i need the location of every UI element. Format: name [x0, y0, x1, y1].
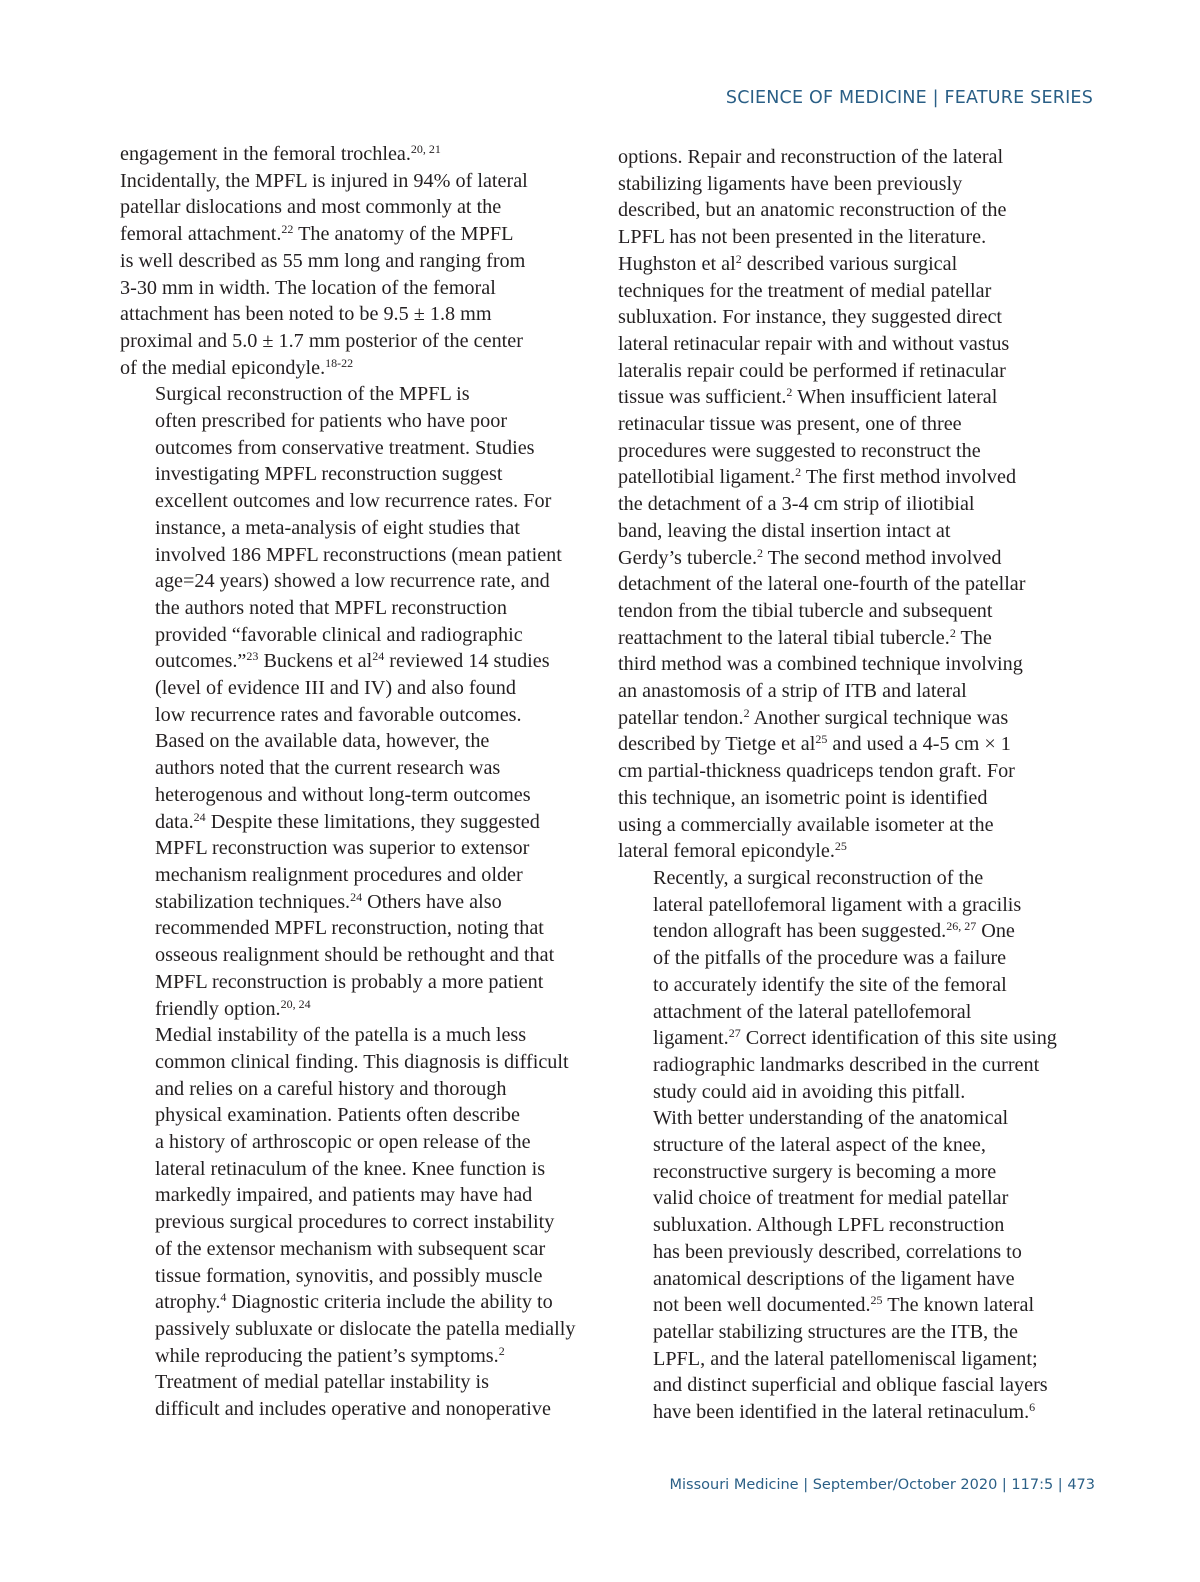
- citation-superscript: 22: [281, 222, 294, 237]
- paragraph: [618, 865, 1080, 1105]
- text-line: [120, 568, 580, 595]
- text-run: often prescribed for patients who have poor: [155, 410, 508, 433]
- text-run: heterogenous and without long-term outcomes: [155, 783, 531, 806]
- text-run: reattachment to the lateral tibial tubercle.: [618, 626, 950, 649]
- citation-superscript: 4: [220, 1290, 227, 1305]
- text-run: Diagnostic criteria include the ability to: [226, 1291, 553, 1314]
- text-run: tissue was sufficient.: [618, 386, 787, 409]
- text-line: [120, 355, 580, 382]
- text-run: band, leaving the distal insertion intact at: [618, 519, 951, 542]
- text-line: [120, 1156, 580, 1183]
- right-column: [618, 144, 1080, 1426]
- text-run: outcomes from conservative treatment. Studies: [155, 436, 535, 459]
- text-line: [120, 301, 580, 328]
- text-line: [618, 1292, 1080, 1319]
- text-line: [618, 331, 1080, 358]
- text-line: [120, 702, 580, 729]
- text-run: Hughston et al: [618, 252, 736, 275]
- text-run: osseous realignment should be rethought and that: [155, 944, 555, 967]
- running-header: [726, 88, 1093, 108]
- text-run: not been well documented.: [653, 1294, 871, 1317]
- text-line: [120, 648, 580, 675]
- text-run: Buckens et al: [258, 650, 373, 673]
- text-line: [618, 197, 1080, 224]
- text-line: [120, 461, 580, 488]
- text-line: [120, 969, 580, 996]
- text-run: With better understanding of the anatomical: [653, 1107, 1009, 1130]
- text-run: low recurrence rates and favorable outcomes.: [155, 703, 522, 726]
- text-run: is well described as 55 mm long and ranging from: [120, 249, 526, 272]
- text-line: [618, 999, 1080, 1026]
- text-run: the authors noted that MPFL reconstruction: [155, 596, 507, 619]
- text-line: [120, 862, 580, 889]
- text-run: subluxation. Although LPFL reconstruction: [653, 1214, 1005, 1237]
- text-line: [618, 545, 1080, 572]
- footer-journal: Missouri Medicine: [669, 1477, 799, 1493]
- text-line: [120, 782, 580, 809]
- text-line: [618, 1159, 1080, 1186]
- text-line: [120, 915, 580, 942]
- citation-superscript: 2: [757, 545, 764, 560]
- citation-superscript: 26, 27: [946, 919, 977, 934]
- text-run: Another surgical technique was: [749, 706, 1009, 729]
- paragraph: [120, 1369, 580, 1422]
- text-line: [618, 1319, 1080, 1346]
- text-run: described, but an anatomic reconstruction of the: [618, 199, 1007, 222]
- text-line: [120, 942, 580, 969]
- text-run: (level of evidence III and IV) and also found: [155, 677, 516, 700]
- citation-superscript: 2: [949, 625, 956, 640]
- text-run: friendly option.: [155, 997, 281, 1020]
- text-line: [120, 1182, 580, 1209]
- text-run: authors noted that the current research was: [155, 757, 501, 780]
- text-run: have been identified in the lateral retinaculum.: [653, 1401, 1030, 1424]
- text-line: [618, 705, 1080, 732]
- text-run: patellar tendon.: [618, 706, 744, 729]
- text-run: engagement in the femoral trochlea.: [120, 143, 411, 165]
- text-line: [618, 1266, 1080, 1293]
- citation-superscript: 2: [743, 705, 750, 720]
- text-run: patellotibial ligament.: [618, 466, 796, 489]
- text-run: a history of arthroscopic or open release of the: [155, 1131, 531, 1154]
- text-line: [618, 491, 1080, 518]
- text-line: [120, 221, 580, 248]
- text-line: [618, 598, 1080, 625]
- text-line: [618, 518, 1080, 545]
- text-run: tendon from the tibial tubercle and subsequent: [618, 599, 993, 622]
- text-run: The anatomy of the MPFL: [293, 223, 514, 246]
- text-line: [618, 304, 1080, 331]
- text-line: [120, 1102, 580, 1129]
- text-run: Correct identification of this site using: [740, 1027, 1057, 1050]
- citation-superscript: 24: [372, 649, 385, 664]
- text-line: [618, 1132, 1080, 1159]
- citation-superscript: 24: [350, 889, 363, 904]
- paragraph: [120, 141, 580, 381]
- text-run: tendon allograft has been suggested.: [653, 920, 947, 943]
- text-run: and distinct superficial and oblique fascial layers: [653, 1374, 1048, 1397]
- text-line: [618, 865, 1080, 892]
- text-run: valid choice of treatment for medial patellar: [653, 1187, 1009, 1210]
- text-line: [120, 381, 580, 408]
- text-line: [618, 1399, 1080, 1426]
- text-run: passively subluxate or dislocate the patella medially: [155, 1317, 576, 1340]
- citation-superscript: 25: [834, 839, 847, 854]
- text-line: [618, 1185, 1080, 1212]
- paragraph: [120, 381, 580, 1022]
- text-run: Despite these limitations, they suggested: [205, 810, 540, 833]
- text-line: [618, 972, 1080, 999]
- text-line: [618, 651, 1080, 678]
- text-line: [120, 168, 580, 195]
- text-line: [120, 488, 580, 515]
- text-line: [120, 141, 580, 168]
- text-line: [618, 678, 1080, 705]
- text-run: LPFL has not been presented in the literature.: [618, 226, 987, 249]
- text-run: lateral femoral epicondyle.: [618, 840, 835, 863]
- text-run: ligament.: [653, 1027, 729, 1050]
- text-line: [120, 595, 580, 622]
- text-run: and relies on a careful history and thorough: [155, 1077, 507, 1100]
- text-line: [120, 515, 580, 542]
- text-run: The second method involved: [763, 546, 1002, 569]
- text-line: [120, 1236, 580, 1263]
- text-line: [618, 758, 1080, 785]
- text-line: [618, 1052, 1080, 1079]
- text-run: detachment of the lateral one-fourth of the patellar: [618, 573, 1026, 596]
- text-run: When insufficient lateral: [792, 386, 998, 409]
- citation-superscript: 20, 24: [280, 996, 311, 1011]
- citation-superscript: 2: [498, 1343, 505, 1358]
- text-line: [618, 945, 1080, 972]
- text-line: [120, 542, 580, 569]
- footer-page-number: 473: [1067, 1477, 1095, 1493]
- text-run: atrophy.: [155, 1291, 221, 1314]
- text-run: attachment has been noted to be 9.5 ± 1.8 mm: [120, 303, 492, 326]
- text-line: [120, 1316, 580, 1343]
- text-line: [120, 1289, 580, 1316]
- text-line: [618, 1239, 1080, 1266]
- text-run: markedly impaired, and patients may have had: [155, 1184, 533, 1207]
- text-run: stabilization techniques.: [155, 890, 351, 913]
- citation-superscript: 2: [786, 385, 793, 400]
- header-series: FEATURE SERIES: [944, 88, 1093, 108]
- text-run: to accurately identify the site of the femoral: [653, 973, 1007, 996]
- text-run: The known lateral: [882, 1294, 1035, 1317]
- text-line: [618, 144, 1080, 171]
- header-separator: |: [926, 88, 945, 108]
- text-run: structure of the lateral aspect of the knee,: [653, 1134, 986, 1157]
- text-run: radiographic landmarks described in the current: [653, 1053, 1040, 1076]
- text-line: [120, 194, 580, 221]
- text-line: [120, 728, 580, 755]
- text-run: mechanism realignment procedures and older: [155, 863, 523, 886]
- text-line: [618, 892, 1080, 919]
- text-run: Incidentally, the MPFL is injured in 94% of lateral: [120, 169, 528, 192]
- text-run: 3-30 mm in width. The location of the femoral: [120, 276, 496, 299]
- citation-superscript: 18-22: [325, 355, 354, 370]
- text-line: [618, 625, 1080, 652]
- citation-superscript: 23: [246, 649, 259, 664]
- text-run: procedures were suggested to reconstruct the: [618, 439, 981, 462]
- text-line: [120, 1049, 580, 1076]
- text-line: [618, 1372, 1080, 1399]
- text-line: [618, 731, 1080, 758]
- text-run: of the medial epicondyle.: [120, 356, 326, 379]
- citation-superscript: 20, 21: [410, 142, 441, 156]
- text-line: [120, 889, 580, 916]
- text-run: femoral attachment.: [120, 223, 282, 246]
- text-line: [618, 1346, 1080, 1373]
- header-section: SCIENCE OF MEDICINE: [725, 88, 927, 108]
- text-line: [120, 755, 580, 782]
- text-run: described by Tietge et al: [618, 733, 816, 756]
- text-line: [120, 328, 580, 355]
- text-run: Treatment of medial patellar instability is: [155, 1371, 489, 1394]
- text-run: of the pitfalls of the procedure was a failure: [653, 947, 1007, 970]
- text-run: Gerdy’s tubercle.: [618, 546, 758, 569]
- footer-volume: 117:5: [1011, 1477, 1054, 1493]
- text-run: reconstructive surgery is becoming a more: [653, 1160, 997, 1183]
- footer-date: September/October 2020: [812, 1477, 998, 1493]
- text-line: [120, 996, 580, 1023]
- text-line: [618, 785, 1080, 812]
- text-run: retinacular tissue was present, one of three: [618, 413, 962, 436]
- text-line: [120, 248, 580, 275]
- text-run: subluxation. For instance, they suggested direct: [618, 306, 1003, 329]
- text-line: [120, 1396, 580, 1423]
- text-line: [120, 275, 580, 302]
- text-run: lateral retinaculum of the knee. Knee function is: [155, 1157, 546, 1180]
- text-run: study could aid in avoiding this pitfall.: [653, 1080, 966, 1103]
- text-run: excellent outcomes and low recurrence rates. For: [155, 490, 552, 513]
- text-line: [618, 384, 1080, 411]
- text-run: provided “favorable clinical and radiographic: [155, 623, 523, 646]
- text-line: [120, 622, 580, 649]
- text-line: [618, 918, 1080, 945]
- text-line: [120, 809, 580, 836]
- text-line: [618, 438, 1080, 465]
- text-line: [120, 1129, 580, 1156]
- text-run: recommended MPFL reconstruction, noting that: [155, 917, 544, 940]
- text-line: [618, 1212, 1080, 1239]
- citation-superscript: 6: [1029, 1400, 1036, 1415]
- paragraph: [120, 1022, 580, 1369]
- citation-superscript: 25: [815, 732, 828, 747]
- text-run: One: [976, 920, 1015, 943]
- text-run: Medial instability of the patella is a much less: [155, 1024, 527, 1047]
- text-line: [618, 224, 1080, 251]
- text-run: cm partial-thickness quadriceps tendon graft. For: [618, 760, 1015, 783]
- left-column: [120, 141, 580, 1423]
- text-run: instance, a meta-analysis of eight studies that: [155, 516, 520, 539]
- text-run: Recently, a surgical reconstruction of the: [653, 866, 984, 889]
- paragraph: [618, 144, 1080, 865]
- text-run: Surgical reconstruction of the MPFL is: [155, 383, 470, 406]
- text-run: physical examination. Patients often describe: [155, 1104, 520, 1127]
- text-run: Others have also: [362, 890, 502, 913]
- text-run: previous surgical procedures to correct instability: [155, 1211, 555, 1234]
- text-line: [618, 171, 1080, 198]
- text-line: [120, 1369, 580, 1396]
- text-line: [120, 1076, 580, 1103]
- citation-superscript: 24: [193, 809, 206, 824]
- text-run: patellar stabilizing structures are the ITB, the: [653, 1320, 1018, 1343]
- text-run: outcomes.”: [155, 650, 247, 673]
- text-line: [618, 812, 1080, 839]
- text-run: reviewed 14 studies: [384, 650, 550, 673]
- text-run: attachment of the lateral patellofemoral: [653, 1000, 972, 1023]
- text-run: anatomical descriptions of the ligament have: [653, 1267, 1015, 1290]
- text-line: [618, 1079, 1080, 1106]
- text-run: an anastomosis of a strip of ITB and lateral: [618, 680, 967, 703]
- text-line: [120, 1263, 580, 1290]
- text-line: [618, 251, 1080, 278]
- text-line: [618, 571, 1080, 598]
- text-line: [618, 358, 1080, 385]
- text-run: data.: [155, 810, 194, 833]
- citation-superscript: 27: [728, 1026, 741, 1041]
- text-run: lateral retinacular repair with and without vastus: [618, 332, 1010, 355]
- text-run: lateralis repair could be performed if retinacular: [618, 359, 1006, 382]
- text-line: [618, 1105, 1080, 1132]
- citation-superscript: 2: [735, 251, 742, 266]
- text-run: while reproducing the patient’s symptoms.: [155, 1344, 499, 1367]
- text-run: MPFL reconstruction is probably a more patient: [155, 970, 544, 993]
- text-run: of the extensor mechanism with subsequent scar: [155, 1237, 546, 1260]
- text-line: [618, 464, 1080, 491]
- text-line: [618, 838, 1080, 865]
- text-run: investigating MPFL reconstruction suggest: [155, 463, 503, 486]
- text-run: age=24 years) showed a low recurrence rate, and: [155, 570, 550, 593]
- text-run: stabilizing ligaments have been previously: [618, 172, 963, 195]
- text-run: the detachment of a 3-4 cm strip of iliotibial: [618, 493, 975, 516]
- text-run: tissue formation, synovitis, and possibly muscle: [155, 1264, 543, 1287]
- text-run: this technique, an isometric point is identified: [618, 786, 988, 809]
- text-line: [120, 435, 580, 462]
- text-run: Based on the available data, however, the: [155, 730, 490, 753]
- text-run: described various surgical: [741, 252, 958, 275]
- page-footer: Missouri Medicine | September/October 2020 | 117:5 | 473: [669, 1477, 1095, 1493]
- text-run: MPFL reconstruction was superior to extensor: [155, 837, 530, 860]
- text-line: [120, 1209, 580, 1236]
- text-line: [120, 1022, 580, 1049]
- text-line: [618, 411, 1080, 438]
- text-run: LPFL, and the lateral patellomeniscal ligament;: [653, 1347, 1038, 1370]
- text-line: [120, 675, 580, 702]
- text-run: involved 186 MPFL reconstructions (mean patient: [155, 543, 562, 566]
- text-run: third method was a combined technique involving: [618, 653, 1023, 676]
- text-line: [120, 408, 580, 435]
- text-run: patellar dislocations and most commonly at the: [120, 196, 502, 219]
- citation-superscript: 2: [795, 465, 802, 480]
- text-run: The: [955, 626, 992, 649]
- text-run: using a commercially available isometer at the: [618, 813, 994, 836]
- citation-superscript: 25: [870, 1293, 883, 1308]
- paragraph: [618, 1105, 1080, 1425]
- text-run: has been previously described, correlations to: [653, 1240, 1022, 1263]
- text-line: [618, 278, 1080, 305]
- text-run: options. Repair and reconstruction of the lateral: [618, 146, 1004, 168]
- text-run: techniques for the treatment of medial patellar: [618, 279, 992, 302]
- text-run: lateral patellofemoral ligament with a gracilis: [653, 893, 1022, 916]
- text-run: and used a 4-5 cm × 1: [827, 733, 1011, 756]
- text-run: common clinical finding. This diagnosis is difficult: [155, 1050, 569, 1073]
- text-run: proximal and 5.0 ± 1.7 mm posterior of the center: [120, 329, 523, 352]
- text-line: [120, 835, 580, 862]
- text-run: The first method involved: [801, 466, 1017, 489]
- text-run: difficult and includes operative and nonoperative: [155, 1398, 551, 1421]
- text-line: [120, 1343, 580, 1370]
- text-line: [618, 1025, 1080, 1052]
